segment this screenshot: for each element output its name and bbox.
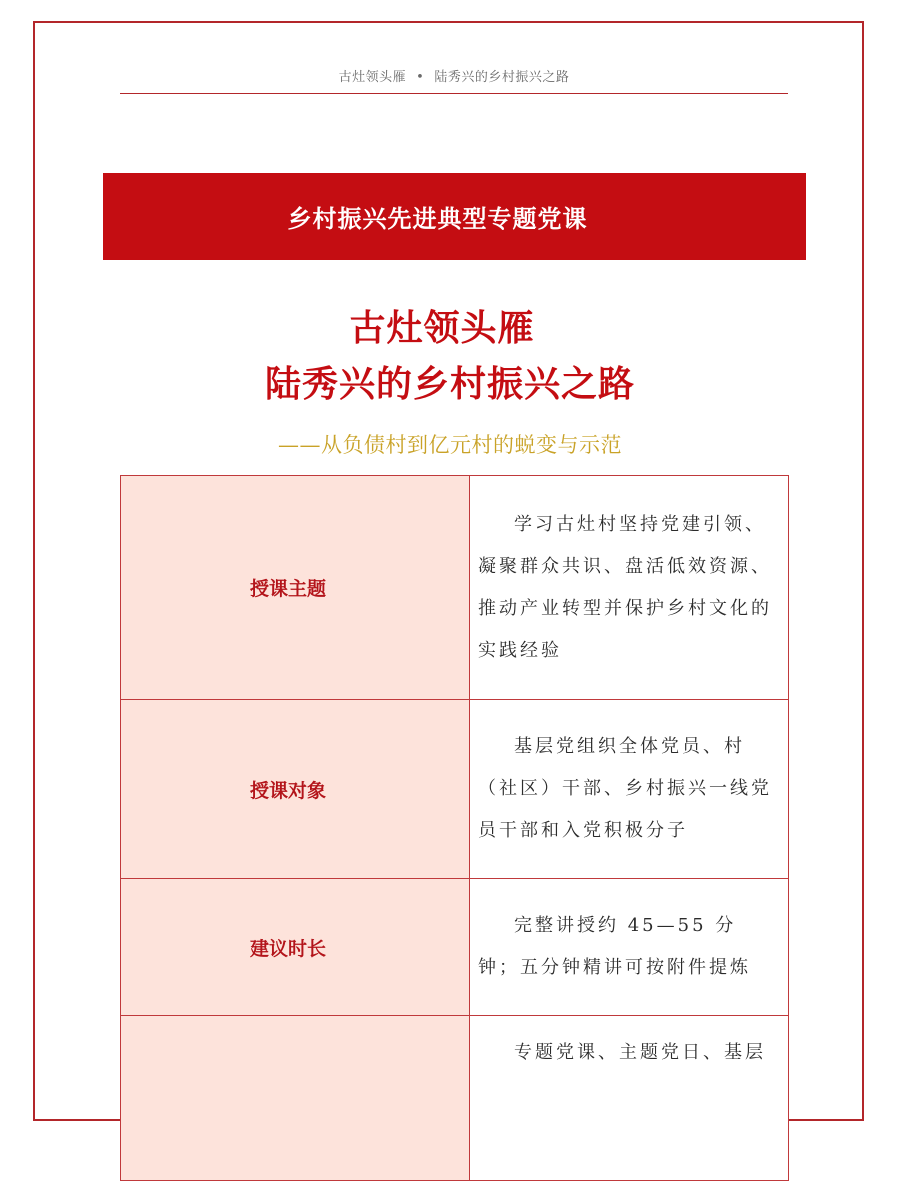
row-key: 授课主题 xyxy=(121,476,470,700)
main-title-line2: 陆秀兴的乡村振兴之路 xyxy=(264,364,635,405)
course-info-table xyxy=(120,475,789,1181)
row-value: 学习古灶村坚持党建引领、凝聚群众共识、盘活低效资源、推动产业转型并保护乡村文化的实践经验 xyxy=(470,476,789,700)
table-row xyxy=(121,1016,789,1181)
running-header xyxy=(120,66,788,85)
row-value: 完整讲授约 45—55 分钟；五分钟精讲可按附件提炼 xyxy=(470,879,789,1016)
header-divider xyxy=(120,93,788,94)
section-banner xyxy=(103,173,806,260)
row-value: 专题党课、主题党日、基层 xyxy=(470,1016,789,1181)
row-key: 建议时长 xyxy=(121,879,470,1016)
row-key xyxy=(121,1016,470,1181)
table-row xyxy=(121,476,789,700)
main-title-line1: 古灶领头雁 xyxy=(349,308,535,349)
subtitle: ——从负债村到亿元村的蜕变与示范 xyxy=(278,433,622,457)
row-value: 基层党组织全体党员、村（社区）干部、乡村振兴一线党员干部和入党积极分子 xyxy=(470,700,789,879)
table-row xyxy=(121,700,789,879)
table-row xyxy=(121,879,789,1016)
running-header-separator: • xyxy=(416,70,425,85)
banner-text: 乡村振兴先进典型专题党课 xyxy=(287,205,588,233)
running-header-left: 古灶领头雁 xyxy=(338,70,407,85)
running-header-right: 陆秀兴的乡村振兴之路 xyxy=(434,70,570,85)
row-key: 授课对象 xyxy=(121,700,470,879)
